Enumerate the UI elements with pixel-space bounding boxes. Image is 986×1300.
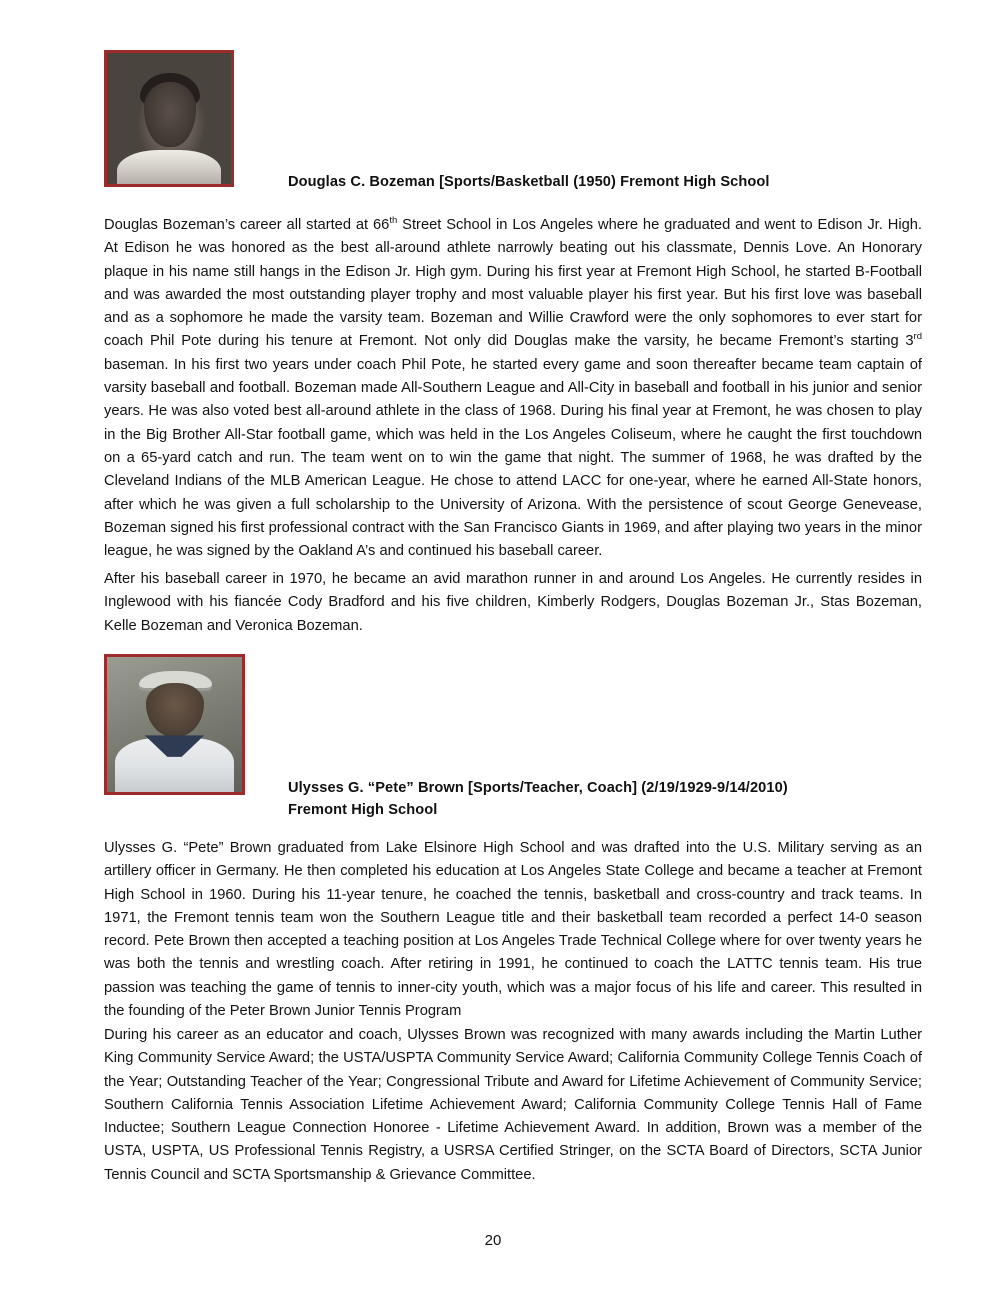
paragraph-text-part-3: baseman. In his first two years under coach Phil Pote, he started every game and soon thereafter became team captain of varsity baseball and football. Bozeman made All-Southern League and All-City in baseball and football in his junior and senior years. He was also voted best all-around athlete in the class of 1968. During his final year at Fremont, he was chosen to play in the Big Brother All-Star football game, which was held in the Los Angeles Coliseum, where he caught the first touchdown on a 65-yard catch and run. The team went on to win the game that night. The summer of 1968, he was drafted by the Cleveland Indians of the MLB American League. He chose to attend LACC for one-year, where he earned All-State honors, after which he was given a full scholarship to the University of Arizona. With the persistence of scout George Genevease, Bozeman signed his first professional contract with the San Francisco Giants in 1969, and after playing two years in the minor league, he was signed by the Oakland A’s and continued his baseball career.: [104, 356, 922, 560]
entry-heading-line-2: Fremont High School: [288, 802, 438, 818]
entry-paragraph-brown-1: Ulysses G. “Pete” Brown graduated from Lake Elsinore High School and was drafted into the U.S. Military serving as an artillery officer in Germany. He then completed his education at Los Angeles State College and became a teacher at Fremont High School in 1960. During his 11-year tenure, he coached the tennis, basketball and cross-country and track teams. In 1971, the Fremont tennis team won the Southern League title and their basketball team recorded a perfect 14-0 season record. Pete Brown then accepted a teaching position at Los Angeles Trade Technical College where for over twenty years he was both the tennis and wrestling coach. After retiring in 1991, he continued to coach the LATTC tennis team. His true passion was teaching the game of tennis to inner-city youth, which was a major focus of his life and career. This resulted in the founding of the Peter Brown Junior Tennis Program: [104, 840, 922, 1020]
portrait-ulysses-brown-photo: [104, 654, 245, 795]
portrait-face-shape: [144, 82, 196, 148]
entry-heading-douglas-bozeman: Douglas C. Bozeman [Sports/Basketball (1950) Fremont High School: [288, 174, 770, 190]
portrait-photo-image: [107, 53, 231, 184]
entry-paragraph-bozeman-2: After his baseball career in 1970, he became an avid marathon runner in and around Los Angeles. He currently resides in Inglewood with his fiancée Cody Bradford and his five children, Kimberly Rodgers, Douglas Bozeman Jr., Stas Bozeman, Kelle Bozeman and Veronica Bozeman.: [104, 571, 922, 634]
portrait-photo-image: [107, 657, 242, 792]
entry-paragraph-bozeman-1: [104, 214, 922, 563]
entry-heading-line-1: Ulysses G. “Pete” Brown [Sports/Teacher, Coach] (2/19/1929-9/14/2010): [288, 780, 788, 796]
entry-paragraph-brown-2: During his career as an educator and coach, Ulysses Brown was recognized with many awards including the Martin Luther King Community Service Award; the USTA/USPTA Community Service Award; California Community College Tennis Coach of the Year; Outstanding Teacher of the Year; Congressional Tribute and Award for Lifetime Achievement of Community Service; Southern California Tennis Association Lifetime Achievement Award; California Community College Tennis Hall of Fame Inductee; Southern League Connection Honoree - Lifetime Achievement Award. In addition, Brown was a member of the USTA, USPTA, US Professional Tennis Registry, a USRSA Certified Stringer, on the SCTA Board of Directors, SCTA Junior Tennis Council and SCTA Sportsmanship & Grievance Committee.: [104, 1027, 922, 1183]
ordinal-suffix-th: th: [389, 215, 398, 227]
ordinal-suffix-rd: rd: [913, 331, 922, 343]
portrait-shirt-shape: [117, 150, 221, 184]
paragraph-text-part-1: Douglas Bozeman’s career all started at 66: [104, 217, 390, 233]
paragraph-text-part-2: Street School in Los Angeles where he graduated and went to Edison Jr. High. At Edison he was honored as the best all-around athlete narrowly beating out his classmate, Dennis Love. An Honorary plaque in his name still hangs in the Edison Jr. High gym. During his first year at Fremont High School, he started B-Football and was awarded the most outstanding player trophy and most valuable player his first year. But his first love was baseball and as a sophomore he made the varsity team. Bozeman and Willie Crawford were the only sophomores to ever start for coach Phil Pote during his tenure at Fremont. Not only did Douglas make the varsity, he became Fremont’s starting 3: [104, 217, 923, 350]
page-number: 20: [484, 1232, 502, 1249]
portrait-douglas-bozeman-photo: [104, 50, 234, 187]
entry-heading-ulysses-brown: [288, 777, 788, 821]
